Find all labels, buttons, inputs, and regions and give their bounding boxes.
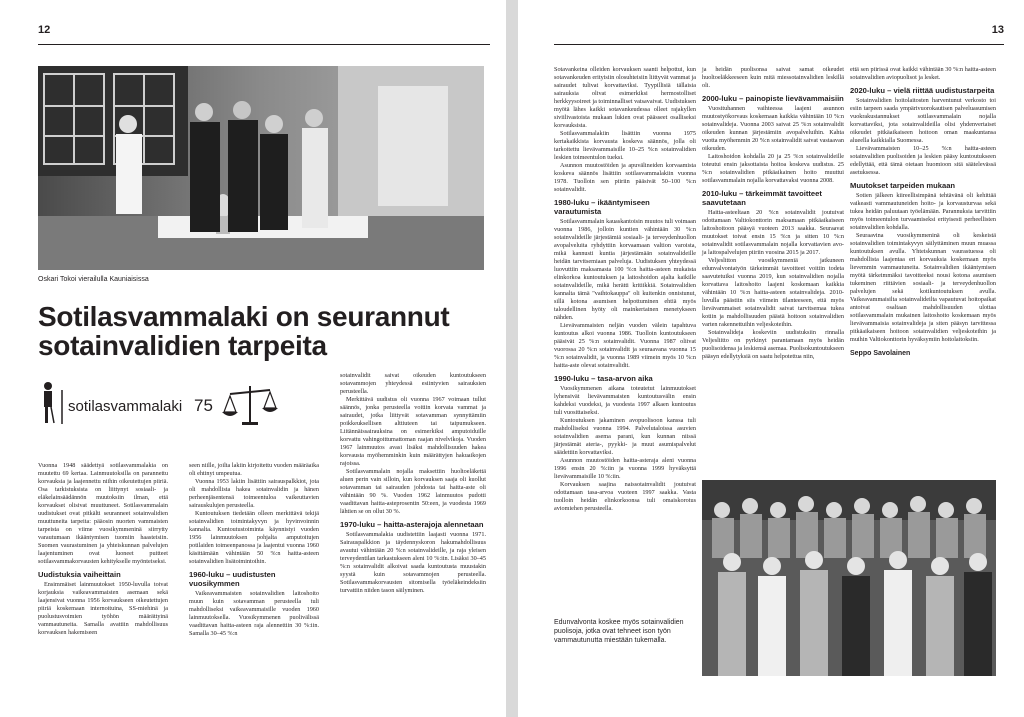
paragraph: Asunnon muutostöiden ja apuvälineiden korvaamista koskeva säännös lisättiin sotilasvammalakiin vuonna 1978. Tuolloin sen piiriin pääsivät 50–100 %:n sotainvalidit.: [554, 162, 696, 193]
paragraph: että sen piirissä ovat kaikki vähintään 30 %:n haitta-asteen sotainvalidien aviopuolisot ja lesket.: [850, 66, 996, 81]
paragraph: Sotilasvammalain kauaskantoisin muutos tuli voimaan vuonna 1986, jolloin kuntien vähintään 30 %:n sotainvalideille järjestämiä sosiaali- ja terveydenhuollon avopalveluita ryhdyttiin korvaamaan valtion varoista, mikä kannusti kuntia järjestämään sotainvalideille heidän tarvitsemiaan palveluja. Uudistuksen yhteydessä luovuttiin maksamasta 100 %:n haitta-asteen mukaista elinkorkoa kuntoutuksen ja laitoshoidon ajalta kaikille sotainvalideille, mikä herätti kritiikkiä. Sotainvalidien kannalta tämä "vaihtokauppa" oli kuitenkin onnistunut, sillä kotona asumisen helpottuminen ehtiä myös taloudellinen hyöty oli mainkertainen menetykseen nähden.: [554, 218, 696, 321]
author-signature: Seppo Savolainen: [850, 350, 911, 357]
page-number: 12: [38, 24, 51, 36]
paragraph: Sotainvalideja koskeviin uudistuksiin rinnalla Veljesliitto on pyrkinyt parantamaan myös heidän puolisoidensa ja leskiensä asemaa. Puolisokuntoutukseen pääsyn edellytyksiä on saatu helpotettua niin,: [702, 329, 844, 360]
paragraph: sotainvalidit saivat oikeuden kuntoutukseen sotavammojen yhteydessä esiintyvien sairauksien perusteella.: [340, 372, 486, 395]
paragraph: Seuraavina vuosikymmeninä oli keskeistä sotainvalidien toimintakyvyn säilyttäminen muun muassa kuntoutuksen avulla. Yhteiskunnan vaurastuessa oli mahdollista laajentaa eri korvauksia koskemaan myös lievemmin vammautuneita. Sotainvalidien ikääntymisen myötä tärkeimmäksi tavoitteeksi nousi kotona asumisen tukeminen riittävien sosiaali- ja terveydenhuollon palvelujen sekä kotikuntoutuksen avulla. Vaikeavammaisilta sotainvalideilta vapautuvat hoitopaikat antoivat osaltaan mahdollisuuden ulottaa sotilasvammalain mukainen laitoshoito koskemaan myös lievävammaisia sotainvalideja ja siten pääsyn tarvittessa pitkäaikaiseen hoitoon sotainvalidien veljeskoteihin ja muihin Valtiokonttorin hyväksymiin hoitolaitoksiin.: [850, 232, 996, 343]
paragraph: Sotilasvammalakiin lisättiin vuonna 1975 kertakaikkista korvausta koskeva säännös, jolla oli tarkoitettu lievävammaisille 10–25 %:n sotainvalidien leskien toimeentulon tueksi.: [554, 130, 696, 161]
paragraph: seen niille, joilta lakiin kirjoitettu vuoden määräaika oli ehtinyt umpeutua.: [189, 462, 319, 477]
paragraph: Vuosituhannen vaihteessa laajeni asunnon muutostyökorvaus koskemaan kaikkia vähintään 10 %:n sotainvalideja. Vuonna 2003 saivat 25 %:n sotainvalidit oikeuden kunnan järjestämiin avopalveluihin. Kahta vuotta myöhemmin 20 %:n sotainvalidit saivat vastaavan oikeuden.: [702, 105, 844, 152]
section-heading: Uudistuksia vaiheittain: [38, 570, 121, 579]
page-number: 13: [991, 24, 1004, 36]
section-heading: 1960-luku – uudistusten vuosikymmen: [189, 570, 276, 588]
section-heading: 2000-luku – painopiste lievävammaisiin: [702, 94, 844, 103]
section-heading: 1970-luku – haitta-asterajoja alennetaan: [340, 520, 484, 529]
paragraph: Lievävammaisten 10–25 %:n haitta-asteen sotainvalidien puolisoiden ja leskien pääsy kuntoutukseen edellyttää, että tämä oietaan huomioon sitä säätelevässä asetuksessa.: [850, 145, 996, 176]
paragraph: Asunnon muutostöiden haitta-asteraja aleni vuonna 1996 ensin 20 %:iin ja vuonna 1999 hyväksyttä lievävammaisille 10 %:iin.: [554, 457, 696, 480]
paragraph: Kuntoutuksen jakaminen avopuolisoon kanssa tuli mahdolliseksi vuonna 1994. Palvelutaloissa asuvien sotainvalidien asema parani, kun kunnan niissä järjestämät ateria-, pyykki- ja muut asumispalvelut säädettiin korvattaviksi.: [554, 417, 696, 456]
paragraph: Sotien jälkeen kiireellisimpänä tehtävänä oli kehittää vaikeasti vammautuneiden hoito- ja korvausturvaa sekä tukea heidän paluutaan työelämään. Parannuksia tarvittiin myös toimeentulon turvaamiseksi erityisesti perheellisten sotainvalidien kohdalla.: [850, 192, 996, 231]
paragraph: Ensimmäiset lainmuutokset 1950-luvulla toivat korjauksia vaikeavammaisten asemaan sekä laajensivat vuonna 1956 korvaukseen oikeutettujen piiriä koskemaan internoituina, SS-miehinä ja puolustusvoimien työhön määrättyinä vammautuneita. Samalla avattiin mahdollisuus korvauksen hakemiseen: [38, 581, 168, 636]
paragraph: Korvauksen saajina naissotainvalidit joutuivat odottamaan tasa-arvoa vuoteen 1997 saakka. Vasta tuolloin heidän elinkorkoonsa tuli omaiskorotus aviomiehen perusteella.: [554, 481, 696, 512]
header-rule: [38, 44, 490, 45]
right-column-3: [850, 66, 996, 476]
right-column-1: [554, 66, 696, 566]
paragraph: Kuntoutuksen tiedetään olleen merkittävä tekijä sotainvalidien toimintakyvyn ja hyvinvoinnin kannalta. Kuntoutustoiminta käynnistyi vuoden 1956 lainmuutoksen pohjalta amputoitujen potilaiden toimeenpanossa ja laajentui vuonna 1960 käsittämään vähintään 50 %:n haitta-asteen sotainvalidien lisätoimintoihin.: [189, 510, 319, 565]
section-heading: 2020-luku – vielä riittää uudistustarpeita: [850, 86, 995, 95]
paragraph: ja heidän puolisonsa saivat samat oikeudet huoltoeläkkeeseen kuin mitä miessotainvalidien leskillä oli.: [702, 66, 844, 89]
historical-photo: [38, 66, 484, 270]
historical-photo-image: [38, 66, 484, 270]
paragraph: Veljeslitton vuosikymmeniä jatkuneen edunvalvontatyön tärkeimmät tavoitteet voitiin todeta saavutetuiksi vuonna 2019, kun sotainvalidien nojalla korvattava laitoshoito laajeni koskemaan kaikkia vähintään 10 %:n haitta-asteen sotainvalideja. 2010-luvulla päästiin siis viimein tilanteeseen, että myös lievävammaiset sotainvalidit saivat tarvitsemaa tukea kotiin ja mahdollisuuden päästä hoitoon sotainvalidien varten rakennettuihin veljeskoteihin.: [702, 257, 844, 328]
paragraph: Vuonna 1953 lakiin lisättiin sairauspalkkiot, jota oli mahdollista hakea sotainvalidin ja hänen perheenjäsentensä toimeentuloa vaikeuttavien sairauskulujen perusteella.: [189, 478, 319, 509]
photo-caption: Oskari Tokoi vierailulla Kauniaisissa: [38, 276, 149, 283]
logo-text: sotilasvammalaki: [68, 398, 183, 415]
anniversary-logo: [38, 372, 288, 432]
paragraph: Vuonna 1948 säädettyä sotilasvammalakia on muutettu 69 kertaa. Lainmuutoksilla on parannettu korvauksia ja laajennettu niihin oikeutettujen piiriä. Osa tarkistuksista on liittynyt sosiaali- ja eläkelainsäädännön muutoksiin ilman, että korvaukset olisivat muuttuneet. Sotilasvammalain uudistukset ovat pitkälti seuranneet sotainvalidien muuttuneita tarpeita: pääosin nuorten vammaisten tarpeista on viime vuosikymmeninä siirrytty varautumaan ikääntymisen tuomiin haasteisiin. Suomen vaurastuminen ja yhteiskunnan palvelujen laajentuminen ovat luoneet puitteet sotilasvammakorvausten kehitykselle myönteiseksi.: [38, 462, 168, 565]
left-column-3: [340, 372, 486, 712]
article-headline: Sotilasvammalaki on seurannut sotainvalidien tarpeita: [38, 301, 450, 361]
section-heading: Muutokset tarpeiden mukaan: [850, 181, 956, 190]
logo-number: 75: [194, 396, 213, 415]
paragraph: Vuosikymmenen aikana toteutetut lainmuutokset lyhensivät lievävammaisten kuntoutusvälin ensin kahdeksi vuodeksi, ja vuodesta 1997 alkaen kuntoutus tuli vuosittaiseksi.: [554, 385, 696, 416]
paragraph: Haitta-asteeltaan 20 %:n sotainvalidit joutuivat odottamaan Valtiokonttorin maksamaan pitkäaikaiseen laitoshoitoon pääsyä vuoteen 2013 saakka. Seuraavat muutokset toivat ensin 15 %:n ja sitten 10 %:n sotainvalidit sotilasvammalain nojalla korvattavien avo- ja laitospalvelujen piiriin vuosina 2015 ja 2017.: [702, 209, 844, 256]
left-column-1: [38, 462, 168, 712]
header-rule: [554, 44, 1004, 45]
section-heading: 1990-luku – tasa-arvon aika: [554, 374, 653, 383]
paragraph: Sotilasvammalain nojalla maksettiin huoltoeläkettä aluen perin vain silloin, kun korvauksen saaja oli kuollut sotavamman tai sairauden johdosta tai haitta-aste oli vähintään 90 %. Vuoden 1962 lainmuutos pudotti vaadittavan haitta-asteprosentin 50:een, ja vuodesta 1969 lähtien se on ollut 30 %.: [340, 468, 486, 515]
left-column-2: [189, 462, 319, 712]
group-photo-image: [702, 480, 996, 676]
paragraph: Sotainvalidien hoitolaitosten harventunut verkosto toi esiin tarpeen saada ympärivuorokautisen palveluasumisen vuokrakustannukset sotilasvammalain nojalla korvattaviksi, jota sotainvalideilla olisi yhdenvertaiset oikeudet pitkäaikaiseen hoitoon oman maakuntansa alueella kaikkialla Suomessa.: [850, 97, 996, 144]
paragraph: Sotavankeina olleiden korvauksen saanti helpottui, kun sotavankeuden erityisiin olosuhteisiin liittyvät vammat ja sairaudet tulivat korvattaviksi. Tyypillisiä tällaisia sairauksia olivat esimerkiksi hermostolliset herkkyysoireet ja toiminnalliset vatsavaivat. Uudistuksen myötä lähes kaikki sotavankeudessa olleet rajakyllen siviilivastoista mukaan lukien ovat päässeet osalliseksi korvauksista.: [554, 66, 696, 129]
paragraph: Vaikeavammaisten sotainvalidien laitoshoito muun kuin sotavamman perusteella tuli mahdolliseksi vaikeavammaisille vuoden 1960 lainmuutoksella. Vuosikymmenen puolivälissä vaadittavan haitta-asteen raja alennettiin 30 %:iin. Samalla 30–45 %:n: [189, 590, 319, 637]
paragraph: Laitoshoidon kohdalla 20 ja 25 %:n sotainvalideille toteutui ensin jaksottaista hoitoa koskeva uudistus. 25 %:n sotainvalidien pitkäaikainen hoito muuttui sotilasvammalain nojalla korvattavaksi vuonna 2008.: [702, 153, 844, 184]
group-photo-caption: Edunvalvonta koskee myös sotainvalidien puolisoja, jotka ovat tehneet ison työn vammautunutta miestään tukemalla.: [554, 619, 684, 644]
paragraph: Merkittävä uudistus oli vuonna 1967 voimaan tullut säännös, jonka perusteella voitiin korvata vammat ja sairaudet, jotka liittyvät sotavamman synnyttämiin poikkeuksellisen alttiuteen tai taipumukseen. Liitännäissairauksina on esimerkiksi amputoiduille korvattu vahingoittumattoman raajan nivelvikoja. Vuoden 1967 lainmuutos avasi lisäksi mahdollisuuden hakea korvausta myöhemminkin kuin määrättyjen hakuaikojen rajoissa.: [340, 396, 486, 467]
group-photo: [702, 480, 996, 676]
right-page: [518, 0, 1024, 717]
right-column-2: [702, 66, 844, 476]
section-heading: 1980-luku – ikääntymiseen varautumista: [554, 198, 650, 216]
person-icon: [44, 382, 52, 390]
paragraph: Lievävammaisten neljän vuoden välein tapahtuva kuntoutus alkoi vuonna 1986. Tuolloin kuntoutukseen pääsivät 25 %:n sotainvalidit. Vuonna 1987 oliivat vuorossa 20 %:n sotainvalidit ja seuraavana vuonna 15 %:n sotainvalidit, ja vuonna 1989 viimein myös 10 %:n haitta-aste olevat sotainvalidit.: [554, 322, 696, 369]
scales-icon: [222, 386, 278, 425]
left-page: [0, 0, 506, 717]
paragraph: Sotilasvammalakia uudistettiin laajasti vuonna 1971. Sairauspalkkion ja täydennyskoron hakumahdollisuus avautui vähintään 20 %:n sotainvalideille, ja raja yleisen terveydentilan tarkastukseen aleni 10 %:iin. Lisäksi 30–45 %:n sotainvalidit alkoivat saada kuntoutusta muustakin syystä kuin sotavammojen perusteella. Sotilasvammakorvausten sitomisella työeläkeindeksiin turvattiin niiden tason säilyminen.: [340, 531, 486, 594]
section-heading: 2010-luku – tärkeimmät tavoitteet saavutetaan: [702, 189, 822, 207]
